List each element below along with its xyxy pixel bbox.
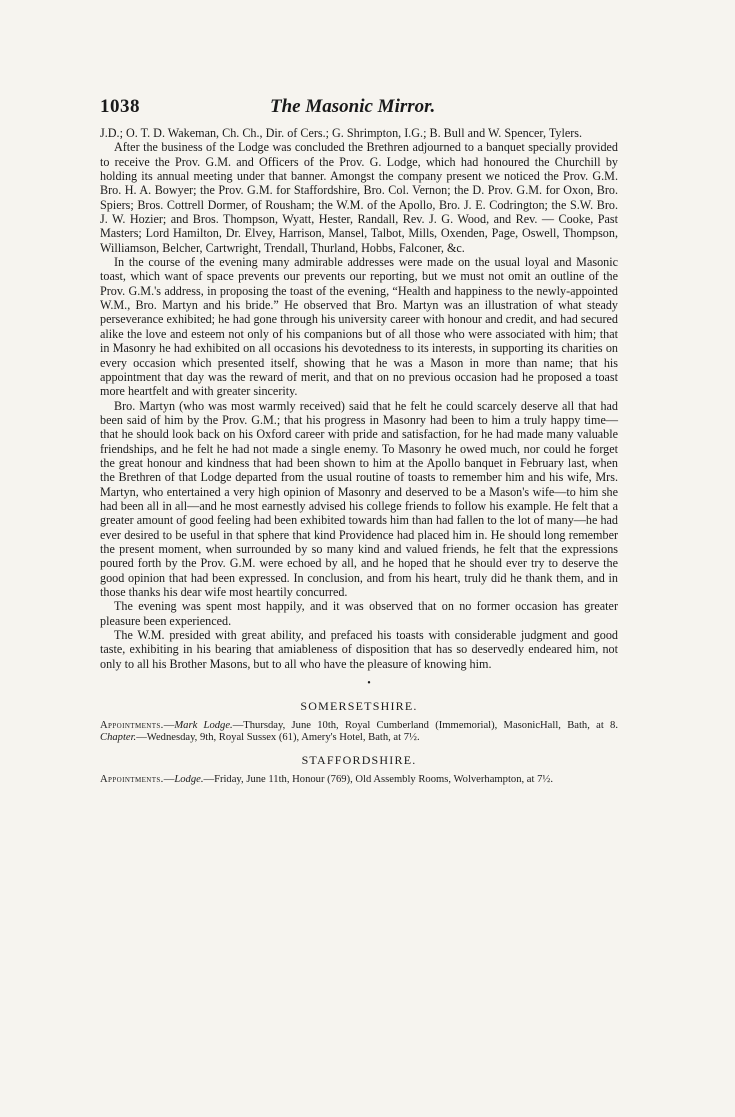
page-number: 1038 [100, 96, 140, 117]
appointments-notice [100, 774, 618, 786]
meeting-details: —Wednesday, 9th, Royal Sussex (61), Amery's Hotel, Bath, at 7½. [136, 732, 420, 744]
section-staffordshire [100, 753, 618, 786]
article-body [100, 126, 618, 671]
meeting-details: —Thursday, June 10th, Royal Cumberland (Immemorial), MasonicHall, Bath, at 8. [232, 720, 618, 732]
meeting-details: —Friday, June 11th, Honour (769), Old Assembly Rooms, Wolverhampton, at 7½. [203, 773, 553, 785]
page-header [100, 96, 618, 126]
appointments-notice [100, 720, 618, 745]
paragraph: The W.M. presided with great ability, and prefaced his toasts with considerable judgment and good taste, exhibiting in his bearing that amiableness of disposition that has so deservedly endeared him, not only to all his Brother Masons, but to all who have the pleasure of knowing him. [100, 628, 618, 671]
running-title: The Masonic Mirror. [270, 96, 436, 117]
paragraph: The evening was spent most happily, and it was observed that on no former occasion has greater pleasure been experienced. [100, 599, 618, 628]
page [100, 96, 618, 786]
paragraph: Bro. Martyn (who was most warmly received) said that he felt he could scarcely deserve all that had been said of him by the Prov. G.M.; that his progress in Masonry had been to him a truly happy time—that he should look back on his Oxford career with pride and satisfaction, for he had made many valuable friendships, and he felt he had not made a single enemy. To Masonry he owed much, nor could he forget the great honour and kindness that had been shown to him at the Apollo banquet in February last, when the Brethren of that Lodge departed from the usual routine of toasts to remember him and his wife, Mrs. Martyn, who entertained a very high opinion of Masonry and deserved to be a Mason's wife—to him she had been all in all—and he most earnestly advised his college friends to follow his example. He felt that a greater amount of good feeling had been exhibited towards him than had fallen to the lot of many—he had ever desired to be useful in that sphere that kind Providence had placed him in. He should long remember the present moment, when surrounded by so many kind and valued friends, he felt that the expressions poured forth by the Prov. G.M. were echoed by all, and he hoped that he should ever try to deserve the good opinion that had been expressed. In conclusion, and from his heart, truly did he thank them, and in those thanks his dear wife most heartily concurred. [100, 398, 618, 599]
paragraph: In the course of the evening many admirable addresses were made on the usual loyal and Masonic toast, which want of space prevents our prevents our reporting, but we must not omit an outline of the Prov. G.M.'s address, in proposing the toast of the evening, “Health and happiness to the newly-appointed W.M., Bro. Martyn and his bride.” He observed that Bro. Martyn was an illustration of what steady perseverance exhibited; he had gone through his university career with honour and credit, and had secured alike the love and esteem not only of his companions but of all those who were associated with him; that in Masonry he had exhibited on all occasions his devotedness to its interests, in supporting its charities on every occasion which presented itself, showing that he was a Mason in more than name; that his appointment that day was the reward of merit, and that on no previous occasion had he proposed a toast more heartfelt and with greater sincerity. [100, 255, 618, 399]
appointments-label: Appointments. [100, 773, 164, 785]
notice-dash: — [163, 773, 175, 785]
section-somersetshire [100, 699, 618, 745]
section-heading: STAFFORDSHIRE. [301, 752, 417, 767]
meeting-type: Mark Lodge. [174, 720, 233, 732]
paragraph: J.D.; O. T. D. Wakeman, Ch. Ch., Dir. of Cers.; G. Shrimpton, I.G.; B. Bull and W. Spencer, Tylers. [100, 126, 583, 140]
notice-dash: — [163, 720, 175, 732]
meeting-type: Chapter. [100, 732, 137, 744]
paragraph: After the business of the Lodge was concluded the Brethren adjourned to a banquet specially provided to receive the Prov. G.M. and Officers of the Prov. G. Lodge, which had honoured the Churchill by holding its annual meeting under that banner. Amongst the company present we noticed the Prov. G.M. Bro. H. A. Bowyer; the Prov. G.M. for Staffordshire, Bro. Col. Vernon; the D. Prov. G.M. for Oxon, Bro. Spiers; Bros. Cottrell Dormer, of Rousham; the W.M. of the Apollo, Bro. J. E. Codrington; the S.W. Bro. J. W. Hozier; and Bros. Thompson, Wyatt, Hester, Randall, Rev. J. G. Wood, and Rev. — Cooke, Past Masters; Lord Hamilton, Dr. Elvey, Harrison, Mansel, Talbot, Mills, Oxenden, Page, Oswell, Thompson, Williamson, Belcher, Cartwright, Trendall, Thurland, Hobbs, Falconer, &c. [100, 140, 618, 255]
appointments-label: Appointments. [100, 720, 164, 732]
separator-dot: • [367, 678, 371, 690]
section-heading: SOMERSETSHIRE. [300, 699, 418, 714]
meeting-type: Lodge. [174, 773, 204, 785]
